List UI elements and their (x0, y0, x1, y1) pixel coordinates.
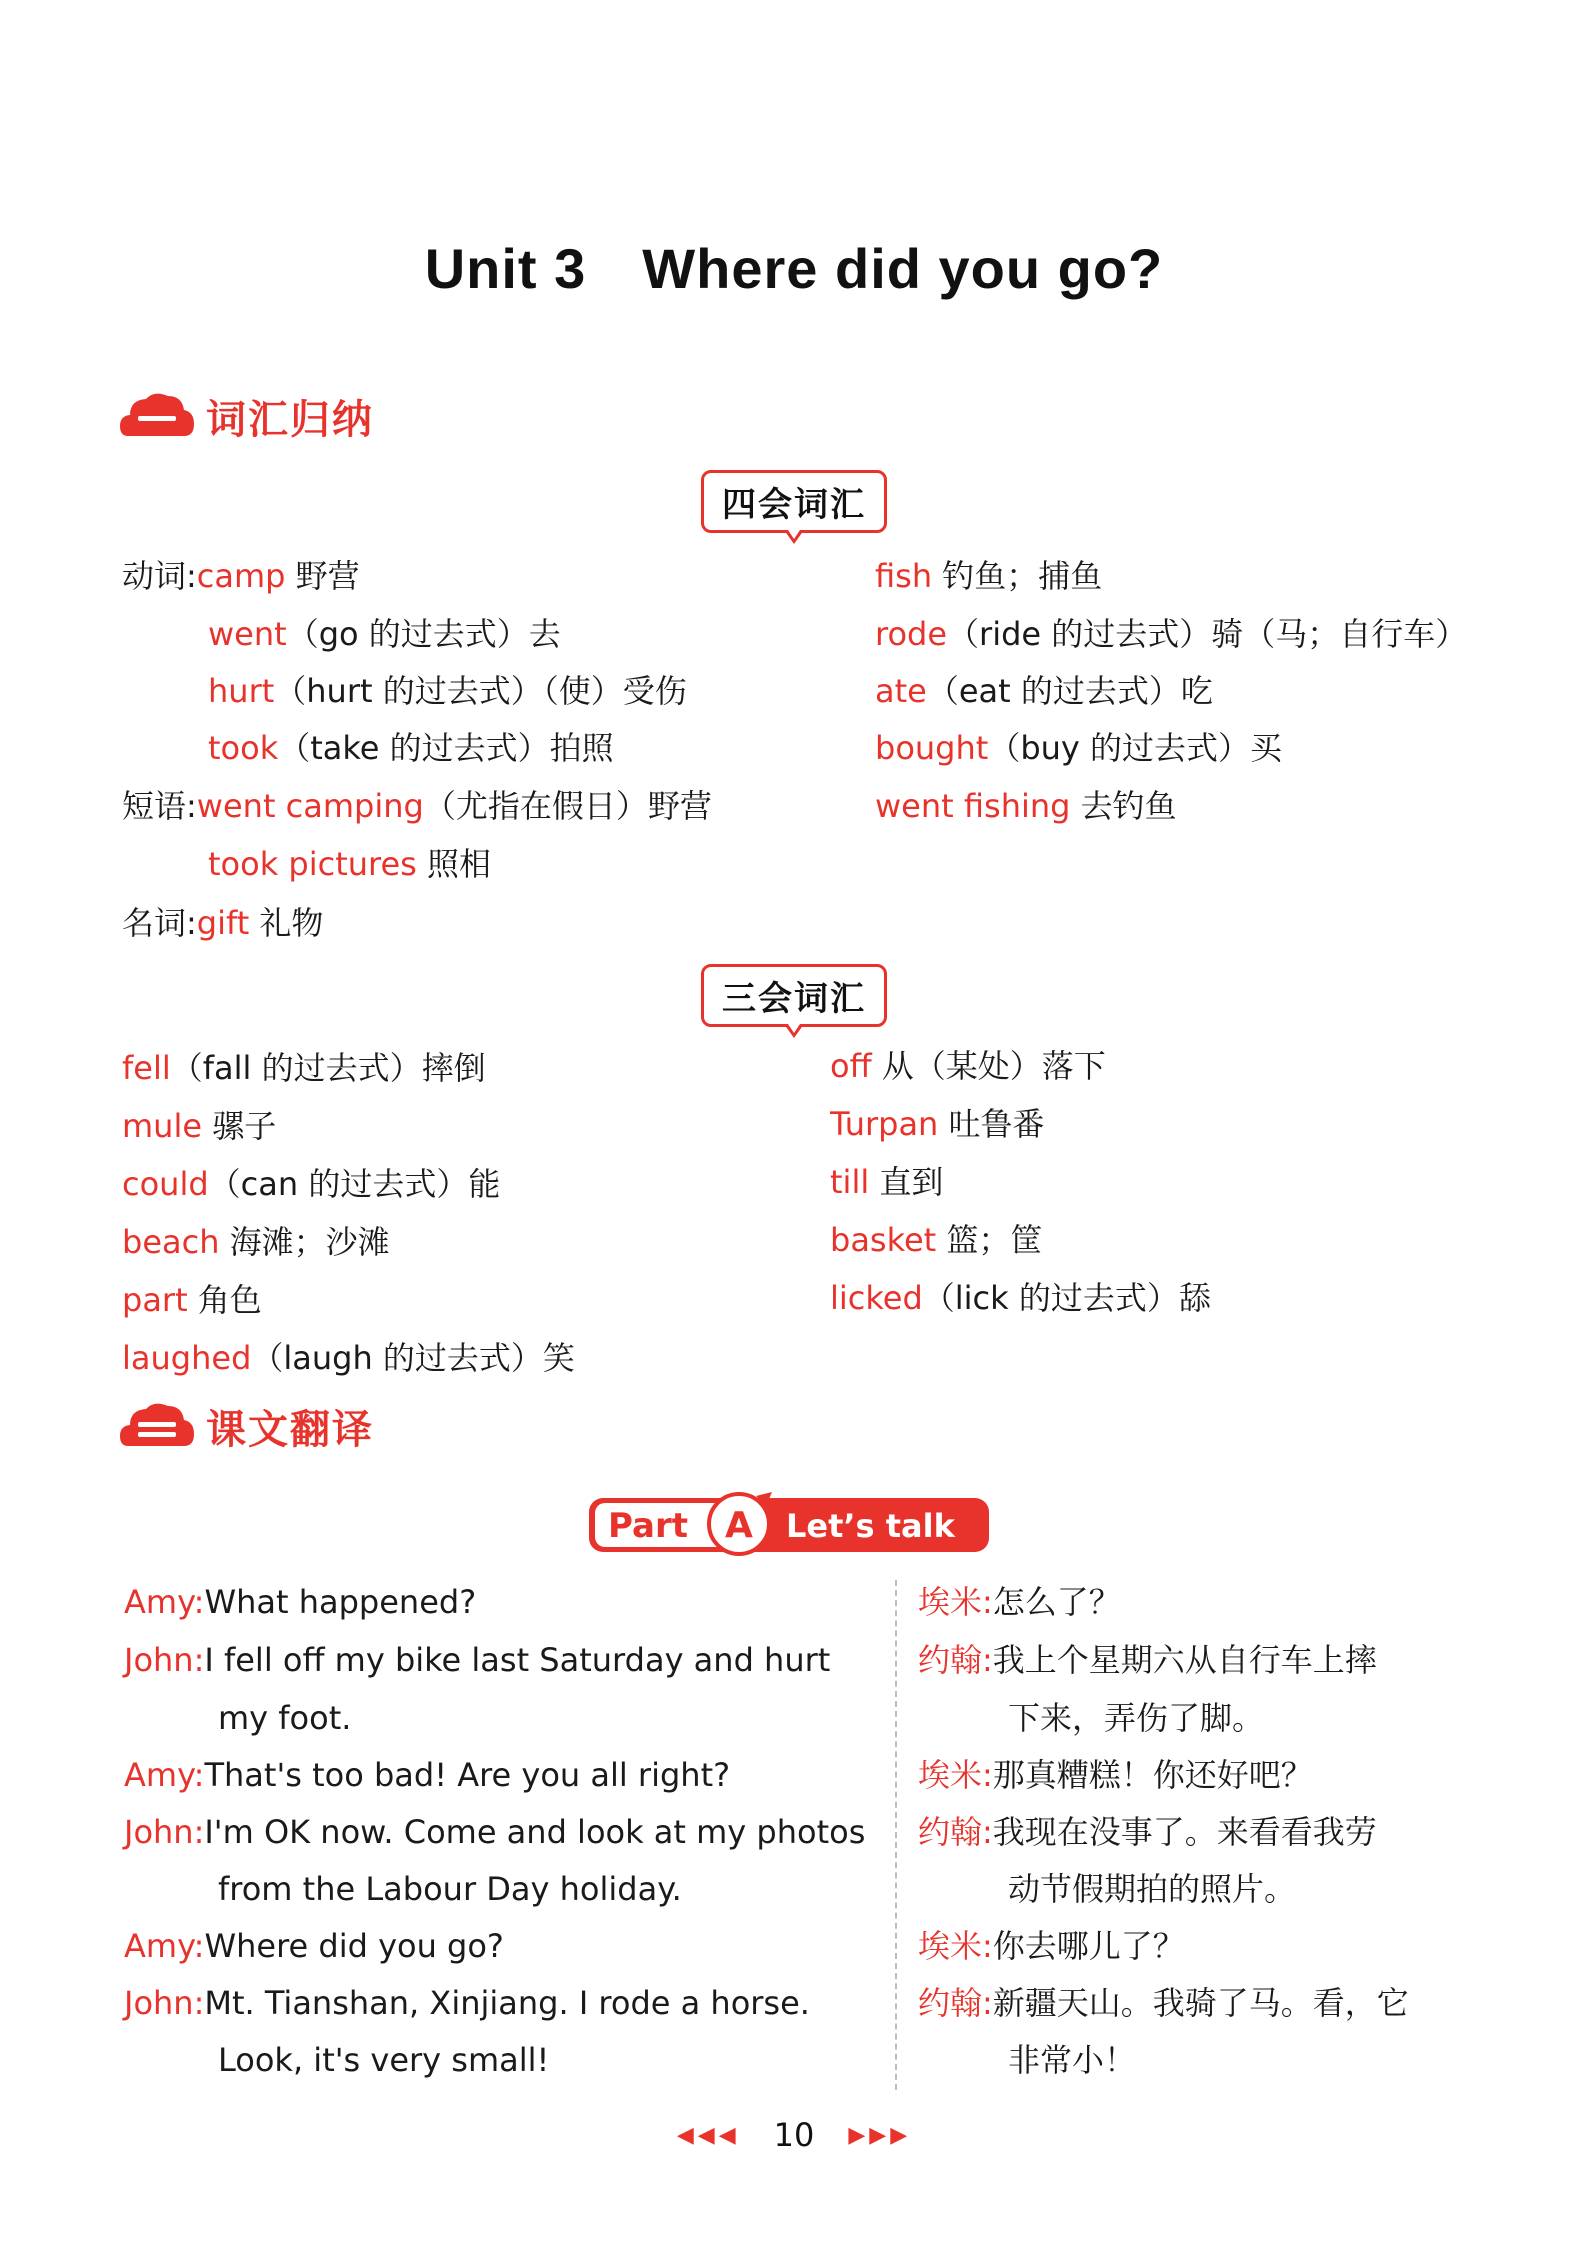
dialog-line (124, 1640, 830, 1680)
vocab-meaning: 从（某处）落下 (871, 1047, 1106, 1085)
vocab-category: 短语: (122, 787, 197, 825)
vocab-row (208, 844, 491, 884)
vocab-meaning: 去钓鱼 (1070, 787, 1177, 825)
vocab-meaning: （尤指在假日）野营 (423, 787, 712, 825)
vocab-word: bought (875, 729, 989, 767)
cloud-badge-one-icon (118, 390, 196, 442)
vocab-meaning: （hurt 的过去式）（使）受伤 (274, 672, 687, 710)
vocab-meaning: 角色 (187, 1281, 262, 1319)
dialog-text: I fell off my bike last Saturday and hurt (204, 1641, 831, 1679)
page-number: 10 (773, 2116, 815, 2154)
vocab-word: took pictures (208, 845, 417, 883)
dialog-speaker: 约翰: (918, 1984, 993, 2022)
dialog-line-continued: 动节假期拍的照片。 (1008, 1870, 1297, 1908)
unit-heading: Where did you go? (642, 237, 1164, 300)
dialog-line (918, 1640, 1377, 1680)
dialog-line-continued: from the Labour Day holiday. (218, 1870, 682, 1908)
vocab-meaning: 海滩；沙滩 (219, 1223, 390, 1261)
vocab-category: 动词: (122, 557, 197, 595)
vocab-word: hurt (208, 672, 275, 710)
vocab-meaning: （laugh 的过去式）笑 (251, 1339, 575, 1377)
vocab-row (122, 1106, 276, 1146)
dialog-text: That's too bad! Are you all right? (204, 1756, 731, 1794)
dialog-speaker: 约翰: (918, 1813, 993, 1851)
dialog-speaker: Amy: (124, 1583, 205, 1621)
dialog-line (918, 1755, 1313, 1795)
vocab-word: part (122, 1281, 188, 1319)
lets-talk-label: Let’s talk (786, 1507, 955, 1545)
vocab-row (122, 1048, 486, 1088)
vocab-meaning: （buy 的过去式）买 (988, 729, 1283, 767)
dialog-line-continued: Look, it's very small! (218, 2041, 550, 2079)
dialog-speaker: 埃米: (918, 1583, 993, 1621)
vocab-row (122, 1338, 575, 1378)
vocab-meaning: （take 的过去式）拍照 (278, 729, 614, 767)
dialog-text: 你去哪儿了？ (992, 1927, 1185, 1965)
vocab-meaning: 礼物 (249, 904, 324, 942)
dialog-text: 怎么了？ (992, 1583, 1121, 1621)
page-title (0, 236, 1588, 301)
dialog-line-continued: 非常小！ (1008, 2041, 1137, 2079)
four-skill-vocab-tag: 四会词汇 (701, 470, 887, 533)
vocab-word: basket (830, 1221, 937, 1259)
vocab-word: went fishing (875, 787, 1071, 825)
vocab-meaning: 篮；筐 (936, 1221, 1043, 1259)
dialog-line (918, 1812, 1377, 1852)
vocab-row (208, 614, 561, 654)
vocab-word: camp (196, 557, 286, 595)
dialog-text: What happened? (204, 1583, 477, 1621)
dialog-text: 新疆天山。我骑了马。看，它 (992, 1984, 1409, 2022)
dialog-line (124, 1812, 865, 1852)
vocab-row (122, 1164, 500, 1204)
dialog-speaker: 约翰: (918, 1641, 993, 1679)
dialog-line (124, 1755, 730, 1795)
vocab-row (875, 671, 1213, 711)
vocab-meaning: （go 的过去式）去 (286, 615, 561, 653)
vocab-word: laughed (122, 1339, 252, 1377)
vocab-row (122, 1280, 262, 1320)
dialog-text: I'm OK now. Come and look at my photos (204, 1813, 866, 1851)
vocab-category: 名词: (122, 904, 197, 942)
section-translation-header (118, 1394, 374, 1458)
vocab-meaning: （fall 的过去式）摔倒 (170, 1049, 486, 1087)
vocab-row (875, 786, 1177, 826)
vocab-row (875, 556, 1102, 596)
vocab-meaning: 野营 (285, 557, 360, 595)
four-skill-vocab-tag-row (0, 470, 1588, 533)
vocab-row (122, 786, 712, 826)
section-translation-label: 课文翻译 (206, 1406, 374, 1453)
vocab-word: till (830, 1163, 870, 1201)
dialog-text: 我上个星期六从自行车上摔 (992, 1641, 1377, 1679)
dialog-line-continued: my foot. (218, 1699, 352, 1737)
dialog-speaker: John: (124, 1813, 205, 1851)
vocab-word: rode (875, 615, 948, 653)
vocab-word: ate (875, 672, 927, 710)
dialog-speaker: 埃米: (918, 1927, 993, 1965)
vocab-row (830, 1162, 943, 1202)
vocab-meaning: （lick 的过去式）舔 (922, 1279, 1211, 1317)
vocab-word: fell (122, 1049, 171, 1087)
dialog-text: 那真糟糕！你还好吧？ (992, 1756, 1313, 1794)
vocab-word: off (830, 1047, 872, 1085)
page-footer (0, 2116, 1588, 2154)
vocab-row (122, 556, 360, 596)
vocab-word: took (208, 729, 279, 767)
dialog-speaker: Amy: (124, 1927, 205, 1965)
vocab-row (830, 1104, 1045, 1144)
dialog-speaker: John: (124, 1984, 205, 2022)
part-word: Part (608, 1506, 688, 1546)
vocab-word: could (122, 1165, 209, 1203)
vocab-word: fish (875, 557, 933, 595)
part-a-lets-talk-badge (586, 1486, 992, 1558)
vocab-row (208, 671, 687, 711)
vocab-word: went (208, 615, 287, 653)
previous-page-arrows-icon: ◀◀◀ (676, 2122, 740, 2148)
dialog-divider (895, 1580, 897, 2090)
dialog-speaker: 埃米: (918, 1756, 993, 1794)
vocab-row (830, 1046, 1106, 1086)
vocab-meaning: 钓鱼；捕鱼 (932, 557, 1103, 595)
vocab-meaning: 照相 (416, 845, 492, 883)
section-vocabulary-label: 词汇归纳 (206, 396, 374, 443)
vocab-meaning: 吐鲁番 (938, 1105, 1045, 1143)
vocab-meaning: （can 的过去式）能 (208, 1165, 501, 1203)
vocab-meaning: 骡子 (202, 1107, 277, 1145)
dialog-speaker: Amy: (124, 1756, 205, 1794)
vocab-word: gift (196, 904, 250, 942)
part-letter: A (725, 1505, 753, 1546)
vocab-word: mule (122, 1107, 203, 1145)
dialog-line (918, 1582, 1121, 1622)
dialog-line (124, 1582, 476, 1622)
vocab-word: Turpan (830, 1105, 939, 1143)
vocab-meaning: （ride 的过去式）骑（马；自行车） (947, 615, 1468, 653)
vocab-row (122, 1222, 390, 1262)
dialog-line (124, 1983, 810, 2023)
vocab-row (830, 1220, 1042, 1260)
vocab-word: beach (122, 1223, 220, 1261)
vocab-row (875, 614, 1467, 654)
dialog-speaker: John: (124, 1641, 205, 1679)
vocab-row (830, 1278, 1211, 1318)
vocab-row (122, 903, 323, 943)
dialog-text: Where did you go? (204, 1927, 504, 1965)
vocab-meaning: 直到 (869, 1163, 944, 1201)
cloud-badge-two-icon (118, 1400, 196, 1452)
dialog-text: Mt. Tianshan, Xinjiang. I rode a horse. (204, 1984, 810, 2022)
vocab-row (208, 728, 614, 768)
vocab-meaning: （eat 的过去式）吃 (926, 672, 1213, 710)
vocab-word: licked (830, 1279, 923, 1317)
next-page-arrows-icon: ▶▶▶ (848, 2122, 912, 2148)
three-skill-vocab-tag-row (0, 964, 1588, 1027)
three-skill-vocab-tag: 三会词汇 (701, 964, 887, 1027)
dialog-text: 我现在没事了。来看看我劳 (992, 1813, 1377, 1851)
section-vocabulary-header (118, 384, 374, 448)
vocab-row (875, 728, 1282, 768)
dialog-line (124, 1926, 504, 1966)
unit-number: Unit 3 (424, 237, 587, 300)
vocab-word: went camping (196, 787, 424, 825)
dialog-line-continued: 下来，弄伤了脚。 (1008, 1699, 1265, 1737)
dialog-line (918, 1983, 1409, 2023)
dialog-line (918, 1926, 1185, 1966)
